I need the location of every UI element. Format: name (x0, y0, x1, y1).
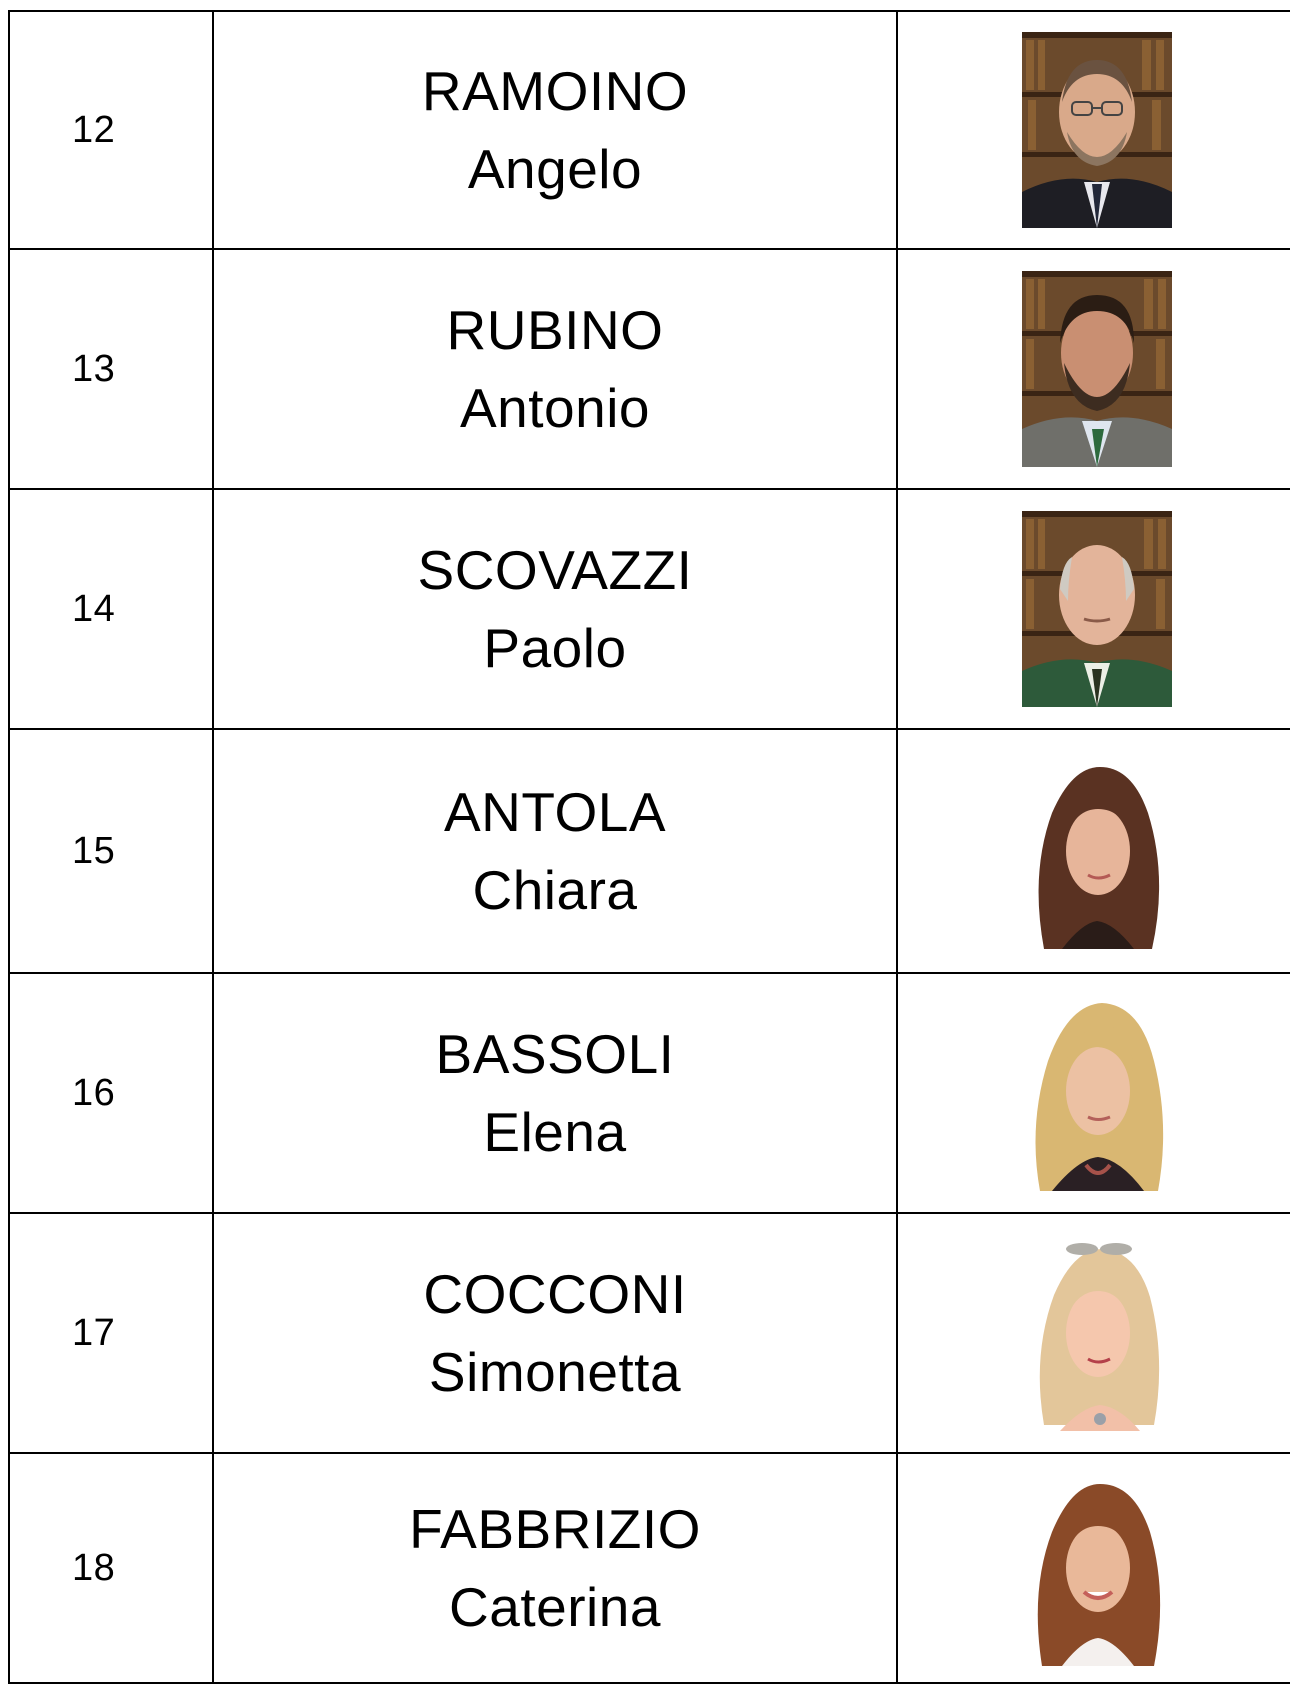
name-cell (213, 249, 897, 489)
name-cell (213, 489, 897, 729)
portrait-photo (1022, 753, 1172, 949)
name-cell (213, 729, 897, 973)
row-number: 18 (72, 1546, 116, 1589)
photo-cell (897, 11, 1290, 249)
row-number: 16 (72, 1071, 116, 1114)
portrait-photo (1022, 271, 1172, 467)
portrait-man-glasses-icon (1022, 32, 1172, 228)
portrait-photo (1022, 1470, 1172, 1666)
number-cell (9, 973, 213, 1213)
table-row (9, 1213, 1290, 1453)
row-number: 13 (72, 347, 116, 390)
name-cell (213, 973, 897, 1213)
row-number: 15 (72, 829, 116, 872)
table-row (9, 249, 1290, 489)
row-number: 14 (72, 587, 116, 630)
portrait-photo (1022, 32, 1172, 228)
portrait-photo (1022, 995, 1172, 1191)
photo-cell (897, 1213, 1290, 1453)
surname: COCCONI (423, 1263, 687, 1325)
table-row (9, 1453, 1290, 1683)
members-table (8, 10, 1290, 1684)
photo-cell (897, 729, 1290, 973)
portrait-woman-blonde-hair-icon (1022, 995, 1172, 1191)
surname: RUBINO (446, 299, 664, 361)
name-cell (213, 11, 897, 249)
first-name: Chiara (472, 859, 638, 921)
surname: FABBRIZIO (409, 1498, 701, 1560)
table-row (9, 489, 1290, 729)
name-cell (213, 1213, 897, 1453)
photo-cell (897, 489, 1290, 729)
photo-cell (897, 973, 1290, 1213)
number-cell (9, 11, 213, 249)
first-name: Simonetta (428, 1341, 682, 1403)
first-name: Angelo (467, 138, 643, 200)
number-cell (9, 489, 213, 729)
portrait-woman-auburn-hair-icon (1022, 1470, 1172, 1666)
number-cell (9, 1453, 213, 1683)
first-name: Antonio (459, 377, 651, 439)
row-number: 17 (72, 1311, 116, 1354)
number-cell (9, 249, 213, 489)
photo-cell (897, 249, 1290, 489)
portrait-woman-brown-hair-icon (1022, 753, 1172, 949)
portrait-photo (1022, 511, 1172, 707)
photo-cell (897, 1453, 1290, 1683)
portrait-man-beard-icon (1022, 271, 1172, 467)
row-number: 12 (72, 108, 116, 151)
surname: ANTOLA (443, 781, 667, 843)
portrait-woman-blonde-sunglasses-icon (1022, 1235, 1172, 1431)
surname: RAMOINO (421, 60, 689, 122)
number-cell (9, 1213, 213, 1453)
portrait-man-bald-icon (1022, 511, 1172, 707)
first-name: Paolo (483, 617, 627, 679)
surname: BASSOLI (435, 1023, 675, 1085)
table-row (9, 11, 1290, 249)
table-row (9, 729, 1290, 973)
first-name: Caterina (449, 1576, 661, 1638)
number-cell (9, 729, 213, 973)
first-name: Elena (483, 1101, 627, 1163)
surname: SCOVAZZI (417, 539, 693, 601)
table-row (9, 973, 1290, 1213)
name-cell (213, 1453, 897, 1683)
portrait-photo (1022, 1235, 1172, 1431)
